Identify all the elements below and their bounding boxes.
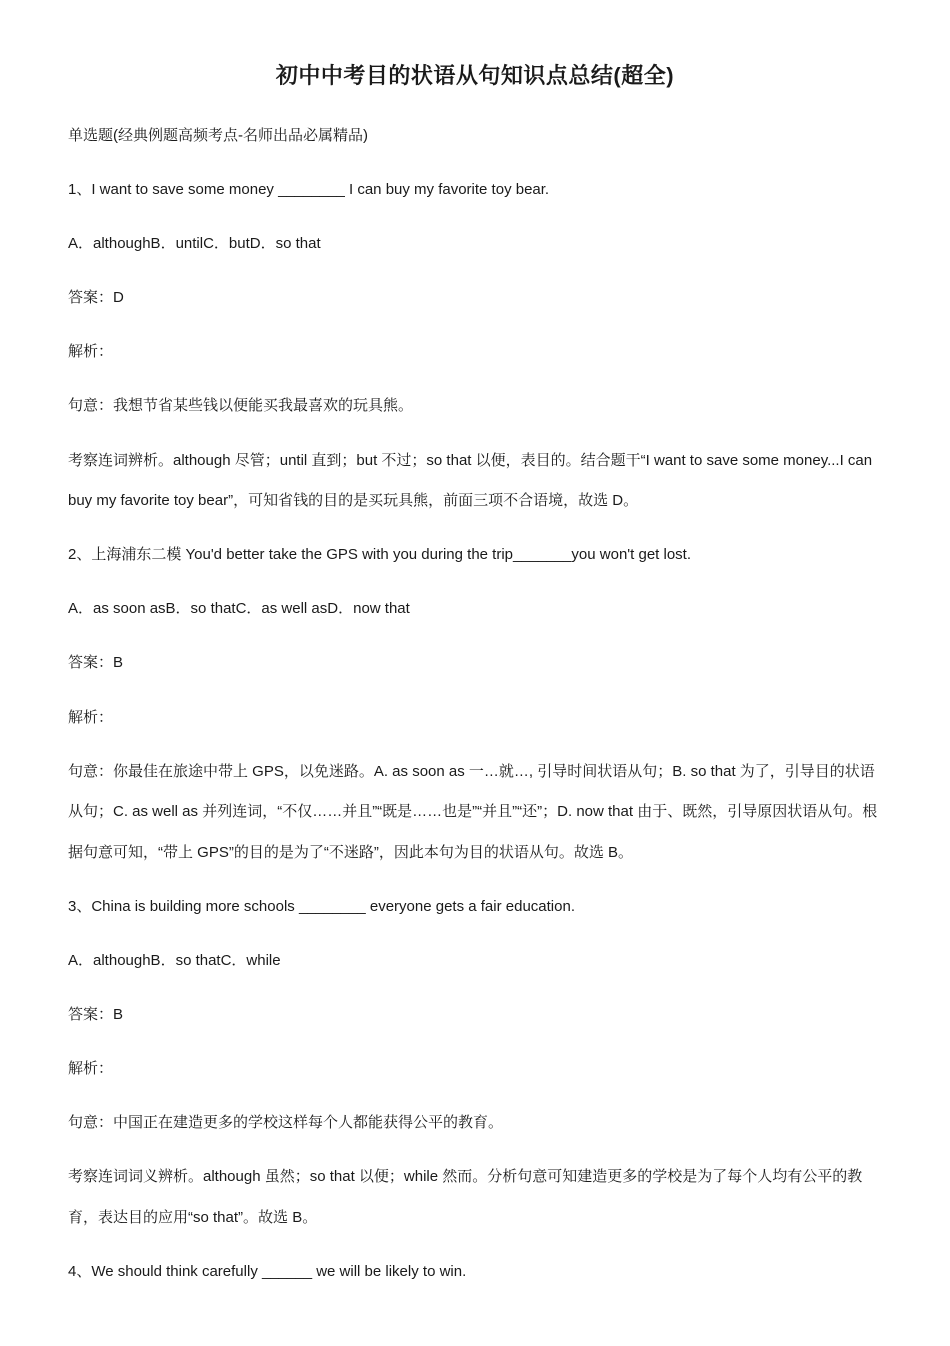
question-1-analysis-label: 解析： bbox=[68, 343, 114, 361]
question-2-options: A．as soon asB．so thatC．as well asD．now that bbox=[68, 600, 410, 618]
question-2: 2、上海浦东二模 You'd better take the GPS with you during the trip_______you won't get lost. bbox=[68, 546, 692, 564]
question-1-explanation: 考察连词辨析。although 尽管；until 直到；but 不过；so that 以便，表目的。结合题干“I want to save some money...I can buy my favorite toy bear”，可知省钱的目的是买玩具熊，前面三项不合语境，故选 D。 bbox=[68, 451, 873, 510]
question-1-meaning: 句意：我想节省某些钱以便能买我最喜欢的玩具熊。 bbox=[68, 397, 414, 415]
question-3-explanation: 考察连词词义辨析。although 虽然；so that 以便；while 然而。分析句意可知建造更多的学校是为了每个人均有公平的教育，表达目的应用“so that”。故选 B。 bbox=[68, 1168, 863, 1226]
section-heading: 单选题(经典例题高频考点-名师出品必属精品) bbox=[68, 127, 368, 144]
question-3: 3、China is building more schools ________ everyone gets a fair education. bbox=[68, 897, 575, 915]
document-body bbox=[68, 116, 880, 1306]
question-1-answer: 答案：D bbox=[68, 289, 124, 307]
question-3-meaning: 句意：中国正在建造更多的学校这样每个人都能获得公平的教育。 bbox=[68, 1114, 504, 1132]
question-2-answer: 答案：B bbox=[68, 654, 124, 672]
question-4: 4、We should think carefully ______ we will be likely to win. bbox=[68, 1263, 467, 1281]
question-2-explanation: 句意：你最佳在旅途中带上 GPS，以免迷路。A. as soon as 一…就…, 引导时间状语从句；B. so that 为了，引导目的状语从句；C. as well as 并列连词，“不仅……并且”“既是……也是”“并且”“还”；D. now that 由于、既然，引导原因状语从句。根据句意可知，“带上 GPS”的目的是为了“不迷路”，因此本句为目的状语从句。故选 B。 bbox=[68, 762, 878, 861]
question-3-answer: 答案：B bbox=[68, 1006, 124, 1024]
question-1: 1、I want to save some money ________ I can buy my favorite toy bear. bbox=[68, 181, 550, 199]
question-2-analysis-label: 解析： bbox=[68, 708, 114, 726]
question-3-options: A．althoughB．so thatC．while bbox=[68, 952, 281, 969]
document-title: 初中中考目的状语从句知识点总结(超全) bbox=[275, 63, 675, 88]
question-3-analysis-label: 解析： bbox=[68, 1060, 114, 1078]
question-1-options: A．althoughB．untilC．butD．so that bbox=[68, 235, 321, 253]
